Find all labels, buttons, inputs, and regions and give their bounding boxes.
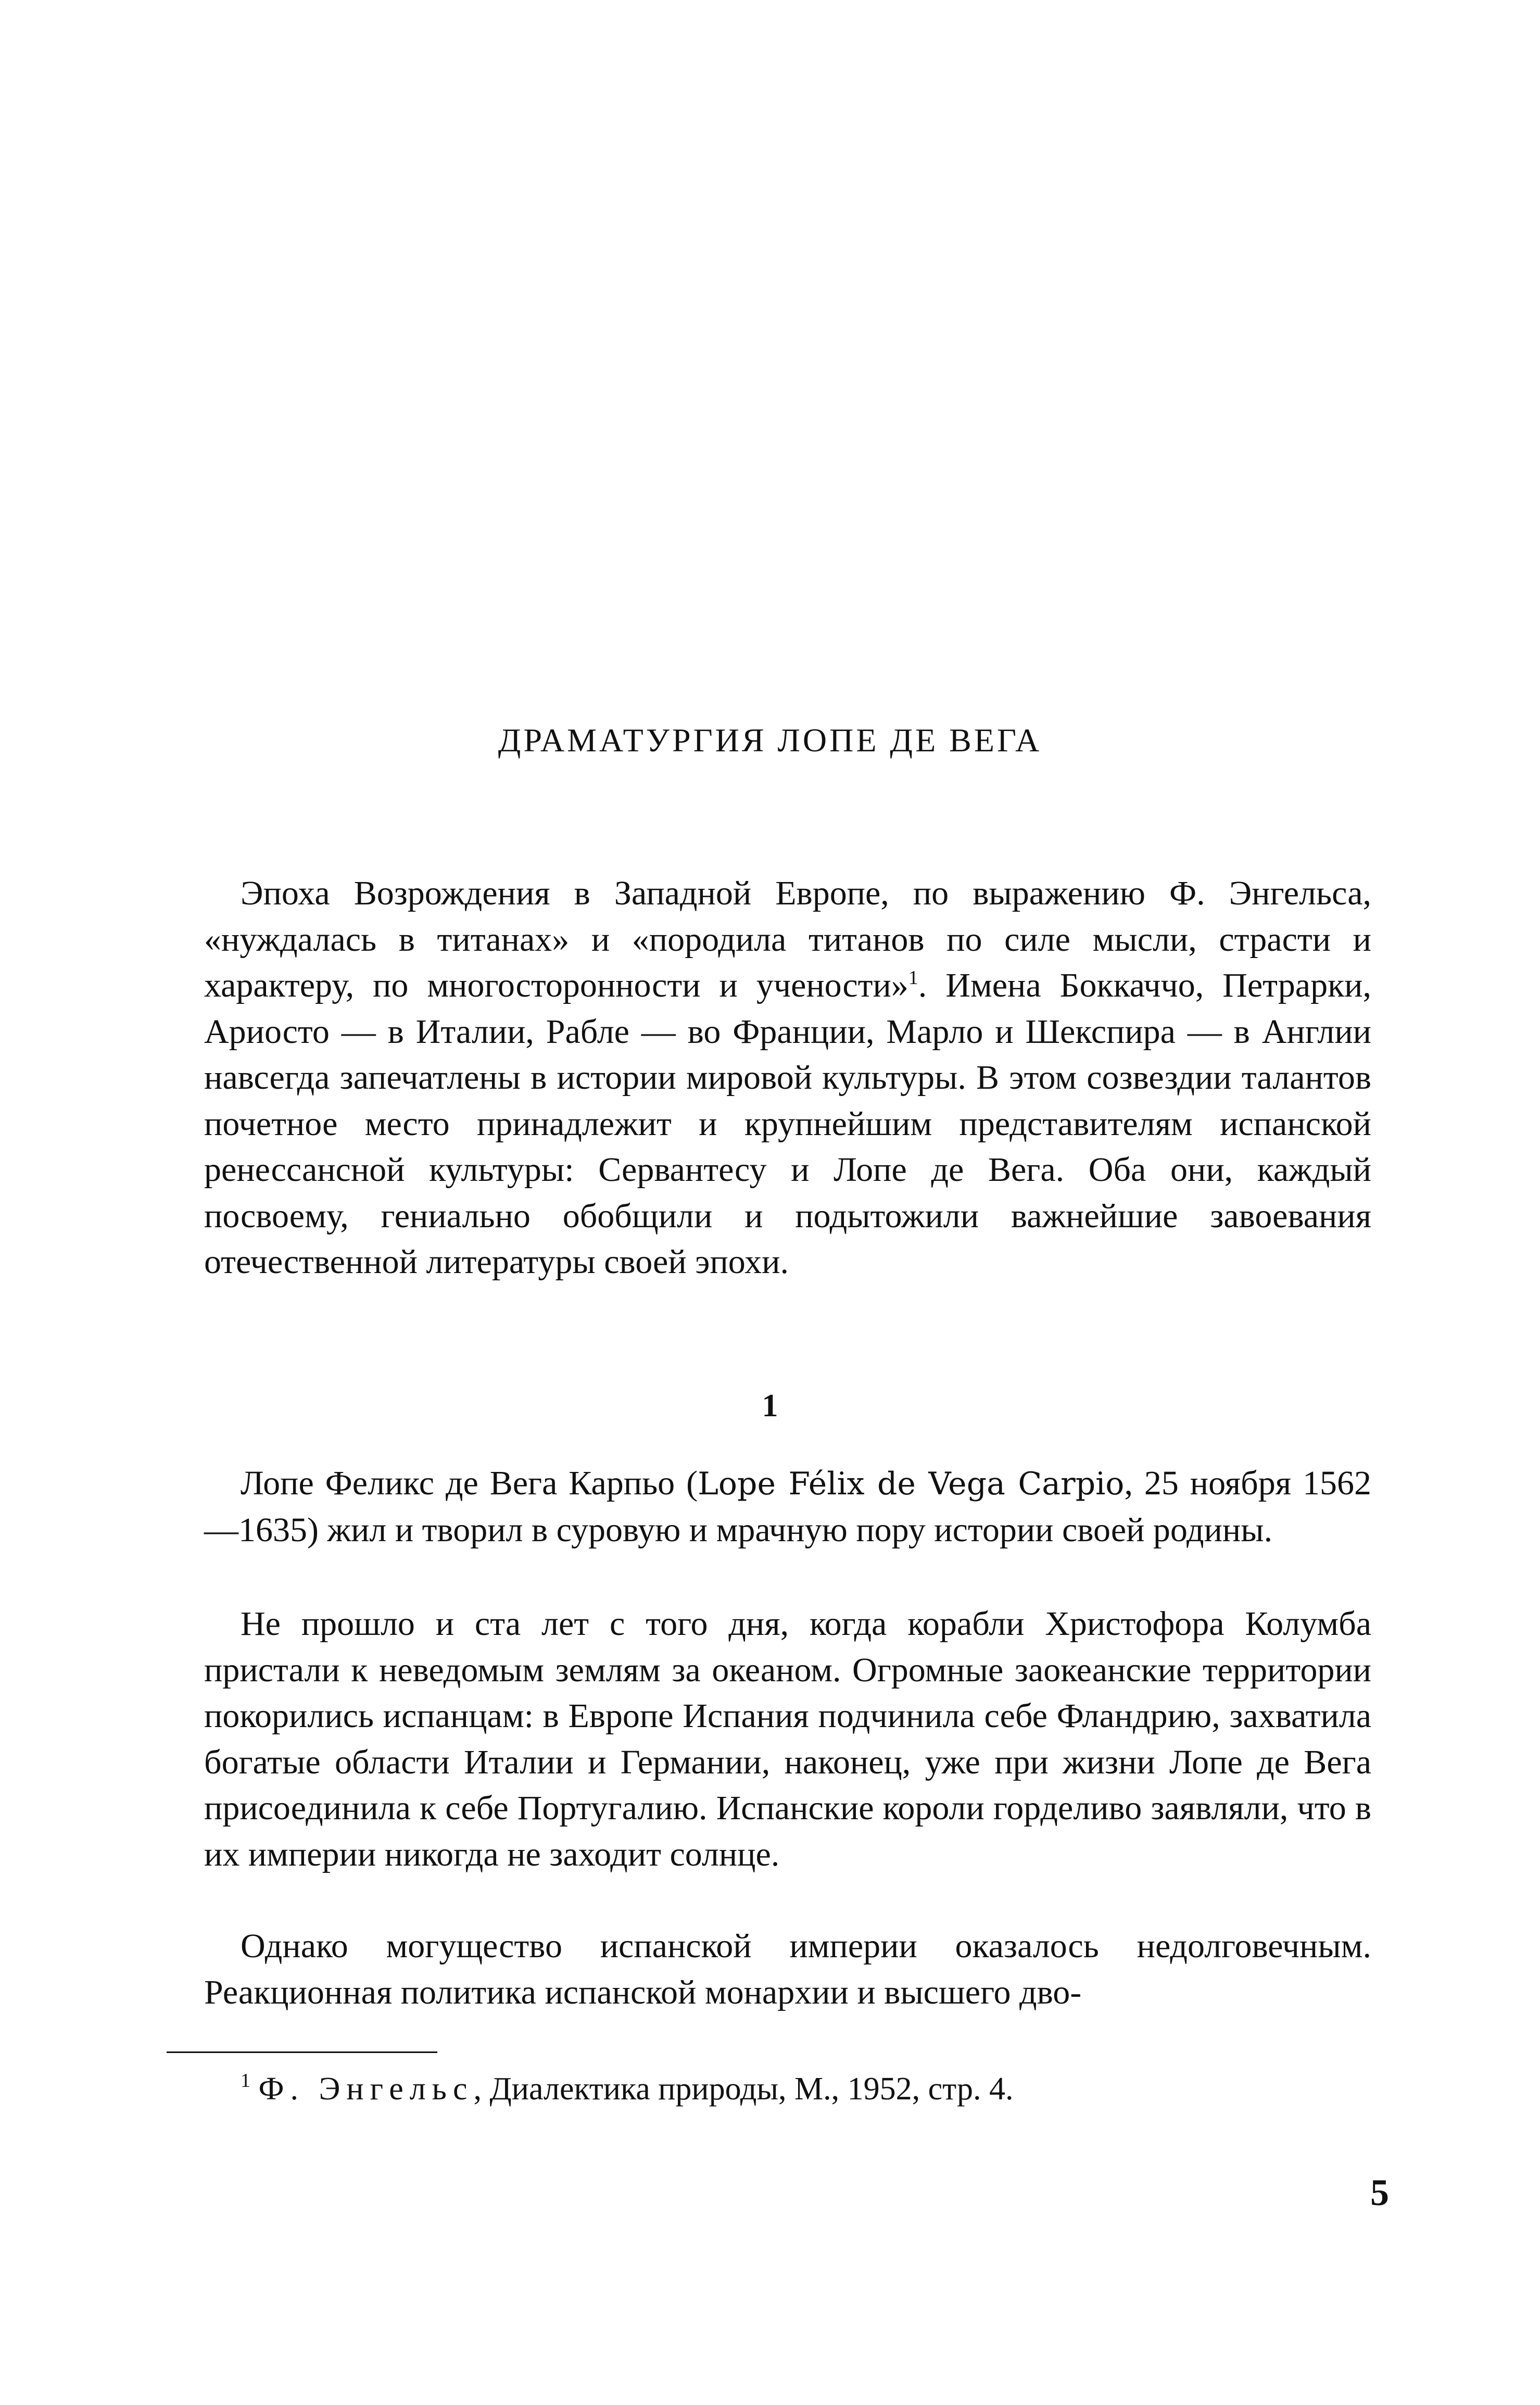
chapter-title: ДРАМАТУРГИЯ ЛОПЕ ДЕ ВЕГА	[498, 722, 1042, 759]
intro-paragraph	[204, 871, 1371, 1286]
footnote-citation: , Диалектика природы, М., 1952, стр. 4.	[473, 2071, 1014, 2107]
footnote-marker: 1	[241, 2070, 250, 2092]
latin-name: Lope Félix de Vega Carpio	[698, 1466, 1125, 1502]
paragraph-text: , 25 ноября 1562—1635) жил и творил в суровую и мрачную пору истории своей родины.	[204, 1464, 1372, 1549]
footnote	[204, 2066, 1371, 2112]
footnote-reference: 1	[908, 967, 918, 989]
intro-text-after-note: . Имена Боккаччо, Петрарки, Ариосто — в Италии, Рабле — во Франции, Марло и Шекспира — в Англии навсегда запечатлены в истории мировой культуры. В этом созвездии талантов почетное место принадлежит и крупнейшим представителям испанской ренессансной культуры: Сервантесу и Лопе де Вега. Оба они, каждый посвоему, гениально обобщили и подытожили важнейшие завоевания отечественной литературы своей эпохи.	[204, 966, 1371, 1281]
paragraph-spanish-empire: Не прошло и ста лет с того дня, когда корабли Христофора Колумба пристали к неведомым землям за океаном. Огромные заокеанские территории покорились испанцам: в Европе Испания подчинила себе Фландрию, захватила богатые области Италии и Германии, наконец, уже при жизни Лопе де Вега присоединила к себе Португалию. Испанские короли горделиво заявляли, что в их империи никогда не заходит солнце.	[204, 1605, 1371, 1873]
footnote-divider	[167, 2051, 437, 2053]
paragraph-text: Лопе Феликс де Вега Карпьо (	[241, 1464, 698, 1502]
section-number: 1	[762, 1388, 778, 1424]
footnote-author: Ф. Энгельс	[258, 2071, 474, 2107]
intro-text-before-note: Эпоха Возрождения в Западной Европе, по выражению Ф. Энгельса, «нуждалась в титанах» и «породила титанов по силе мысли, страсти и характеру, по многосторонности и учености»	[204, 874, 1371, 1004]
paragraph-lope-biography	[204, 1460, 1371, 1553]
paragraph-empire-decline: Однако могущество испанской империи оказалось недолговечным. Реакционная политика испанской монархии и высшего дво-	[204, 1927, 1371, 2011]
page-number: 5	[1370, 2172, 1389, 2213]
